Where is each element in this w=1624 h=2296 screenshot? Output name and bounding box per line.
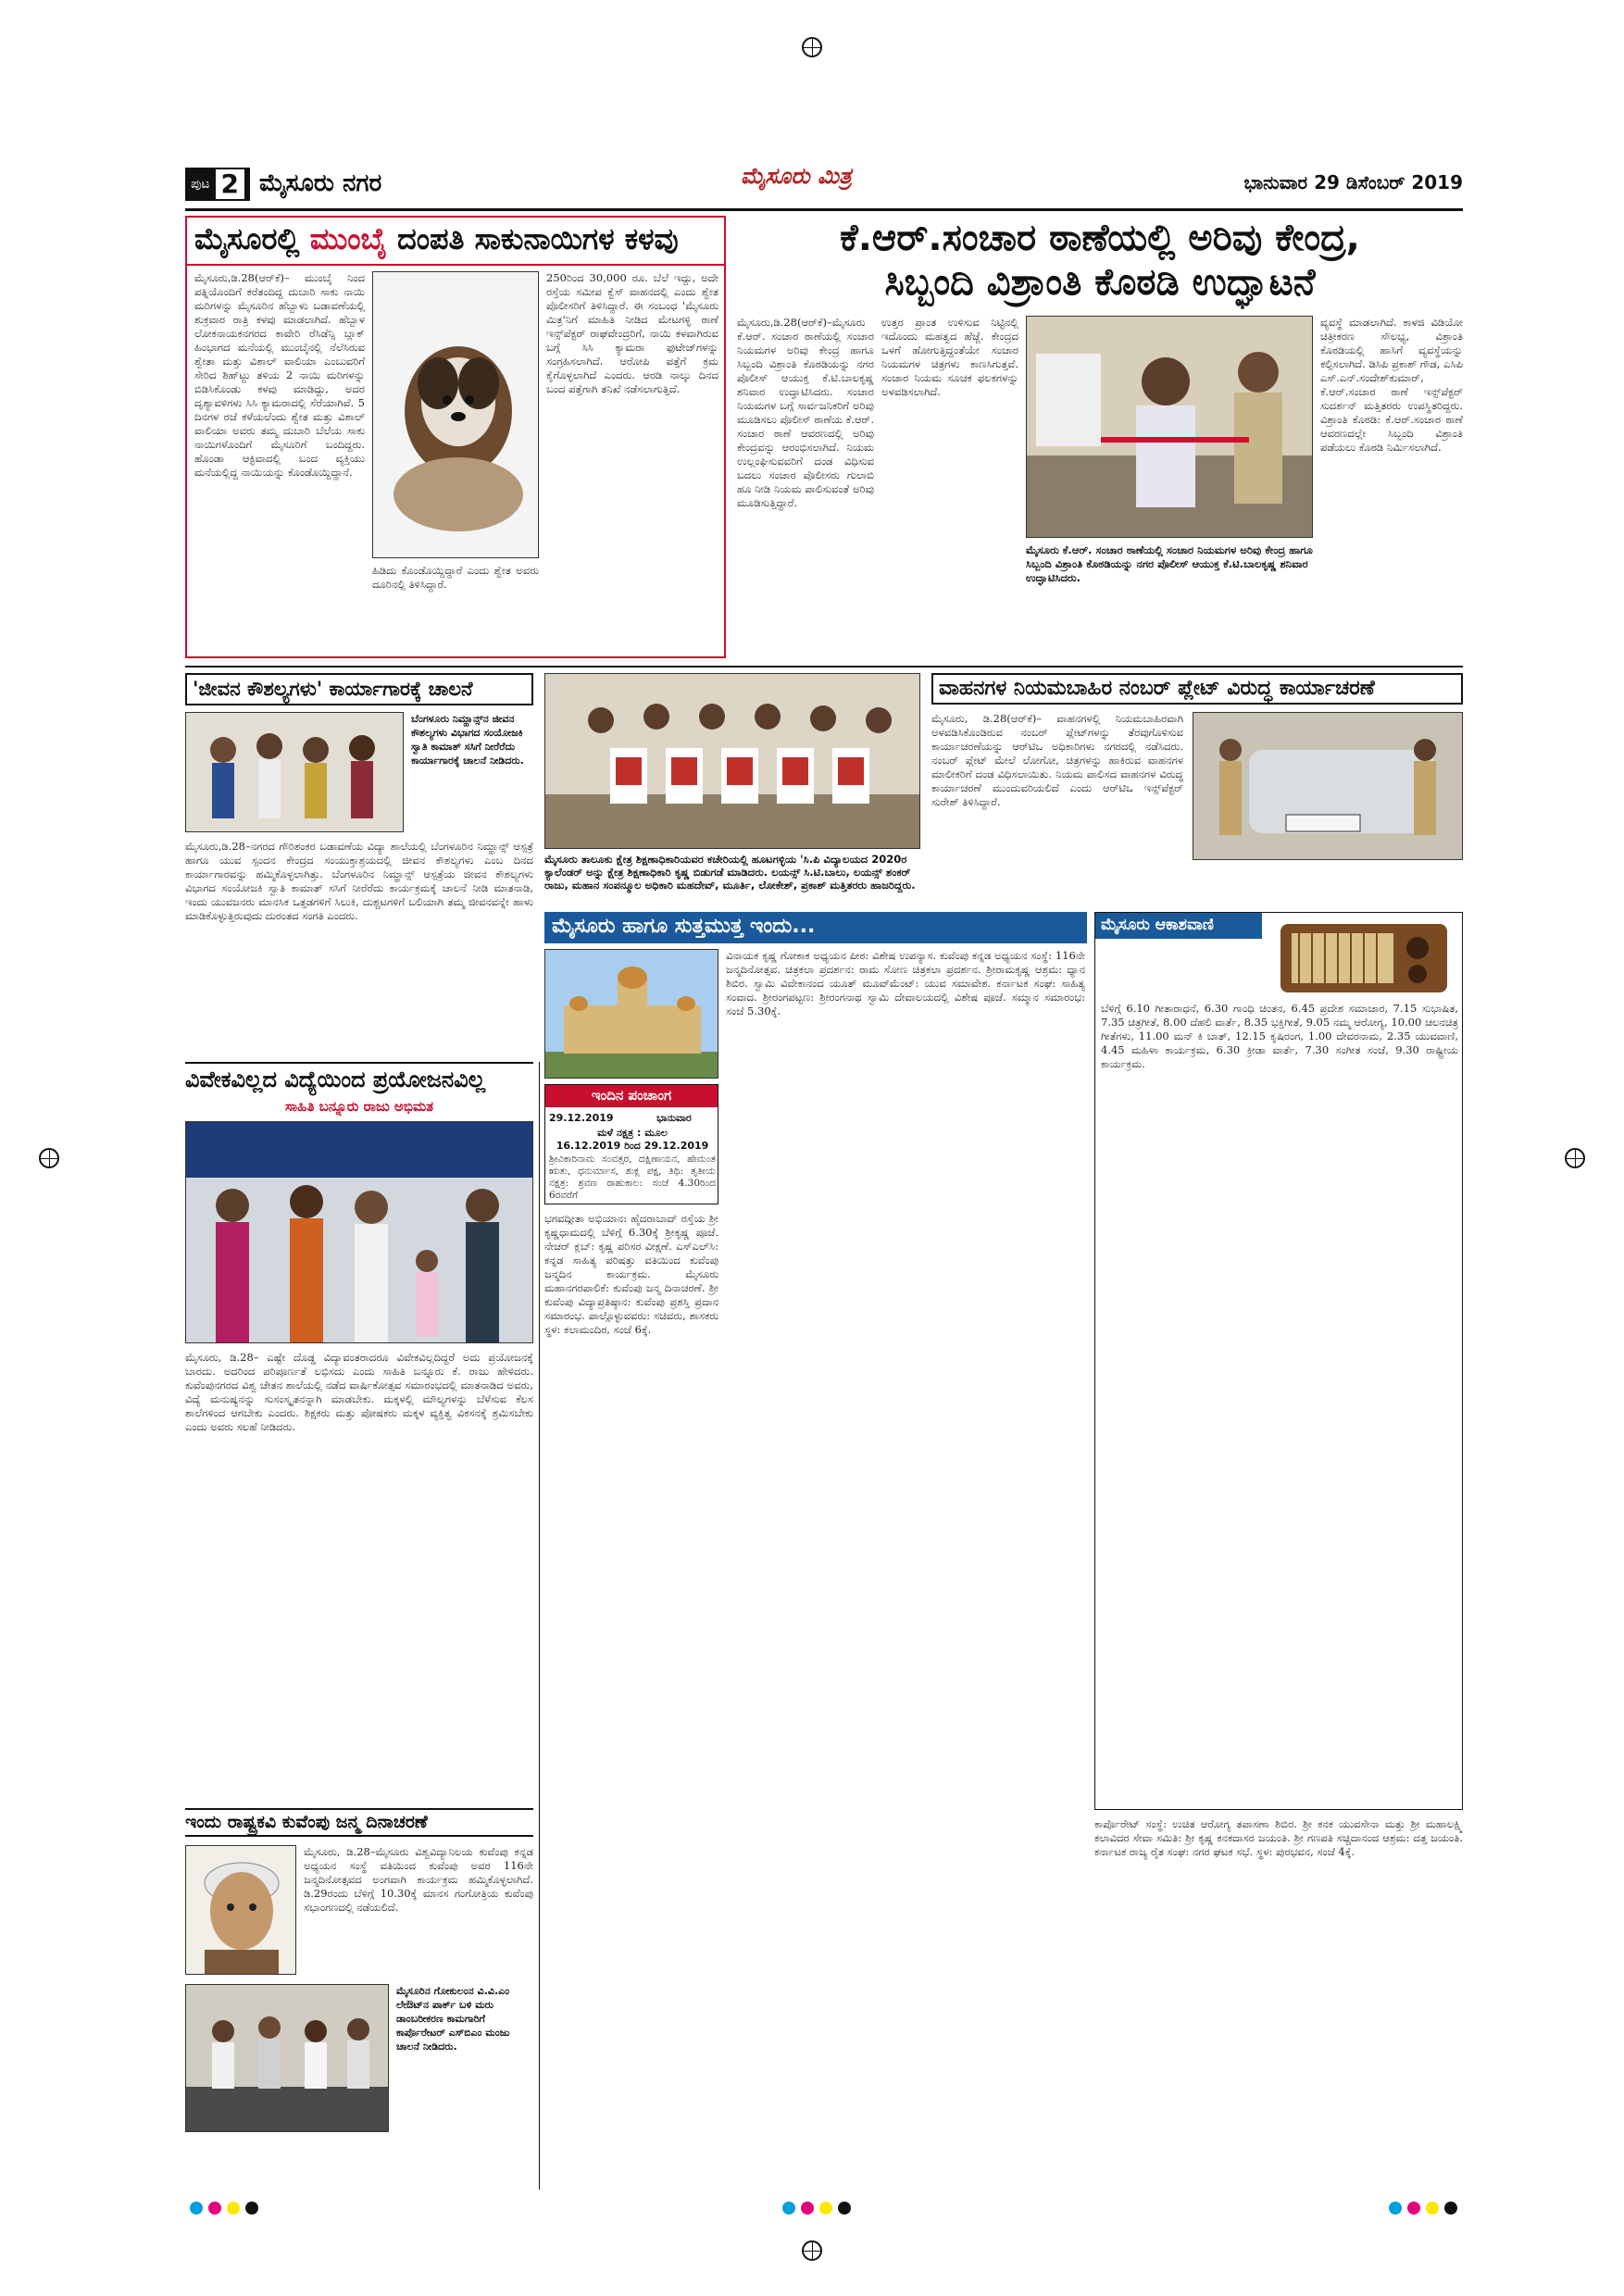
story-traffic <box>737 216 1463 658</box>
story-kuvempu-body: ಮೈಸೂರು, ಡಿ.28–ಮೈಸೂರು ವಿಶ್ವವಿದ್ಯಾನಿಲಯ ಕುವೆಂಪು ಕನ್ನಡ ಅಧ್ಯಯನ ಸಂಸ್ಥೆ ವತಿಯಿಂದ ಕುವೆಂಪು ಅವರ 116ನೇ ಜನ್ಮದಿನೋತ್ಸವದ ಅಂಗವಾಗಿ ಕಾರ್ಯಕ್ರಮ ಹಮ್ಮಿಕೊಳ್ಳಲಾಗಿದೆ. ಡಿ.29ರಂದು ಬೆಳಿಗ್ಗೆ 10.30ಕ್ಕೆ ಮಾನಸ ಗಂಗೋತ್ರಿಯ ಕುವೆಂಪು ಸಭಾಂಗಣದಲ್ಲಿ ನಡೆಯಲಿದೆ. <box>304 1845 533 1914</box>
dogs-photo <box>372 271 539 558</box>
story-dogs-headline: ಮೈಸೂರಲ್ಲಿ ಮುಂಬೈ ದಂಪತಿ ಸಾಕುನಾಯಿಗಳ ಕಳವು <box>194 221 679 256</box>
dogs-photo-caption: ಹಿಡಿದು ಕೊಂಡೊಯ್ದಿದ್ದಾರೆ ಎಂದು ಶ್ವೇತ ಅವರು ದೂರಿನಲ್ಲಿ ತಿಳಿಸಿದ್ದಾರೆ. <box>372 564 539 591</box>
today-col-c: ಕಾರ್ಪೊರೇಟ್ ಸಂಸ್ಥೆ: ಉಚಿತ ಆರೋಗ್ಯ ತಪಾಸಣಾ ಶಿಬಿರ. ಶ್ರೀ ಕನಕ ಯುವಸೇನಾ ಮತ್ತು ಶ್ರೀ ಮಹಾಲಕ್ಷ್ಮಿ ಕಲಾವಿದರ ಸೇವಾ ಸಮಿತಿ: ಶ್ರೀ ಕೃಷ್ಣ ಕನಕದಾಸರ ಜಯಂತಿ. ಶ್ರೀ ಗಣಪತಿ ಸಚ್ಚಿದಾನಂದ ಆಶ್ರಮ: ದತ್ತ ಜಯಂತಿ. ಕರ್ನಾಟಕ ರಾಜ್ಯ ರೈತ ಸಂಘ: ನಗರ ಘಟಕ ಸಭೆ. ಸ್ಥಳ: ಪುರಭವನ, ಸಂಜೆ 4ಕ್ಕೆ. <box>1094 1817 1463 1858</box>
story-kuvempu-headline: ಇಂದು ರಾಷ್ಟ್ರಕವಿ ಕುವೆಂಪು ಜನ್ಮ ದಿನಾಚರಣೆ <box>185 1808 533 1837</box>
traffic-photo <box>1026 316 1313 538</box>
story-dogs <box>185 216 726 658</box>
newspaper-page <box>185 162 1463 2190</box>
page-number: 2 <box>216 169 244 199</box>
headline-rule <box>187 264 724 266</box>
story-vivek-headline: ವಿವೇಕವಿಲ್ಲದ ವಿದ್ಯೆಯಿಂದ ಪ್ರಯೋಜನವಿಲ್ಲ <box>185 1067 486 1092</box>
registration-mark-left <box>39 1148 59 1168</box>
life-skills-photo <box>185 712 404 832</box>
page-number-box <box>185 168 250 201</box>
palace-photo <box>544 949 718 1079</box>
story-dogs-col3: 250ರಿಂದ 30,000 ರೂ. ಬೆಲೆ ಇದ್ದು, ಅದೇ ರಸ್ತೆಯ ಸಮೀಪ ಕ್ವೆಸ್ ವಾಹನದಲ್ಲಿ ಎಂದು ಶ್ವೇತ ಪೊಲೀಸರಿಗೆ ತಿಳಿಸಿದ್ದಾರೆ. ಈ ಸಂಬಂಧ 'ಮೈಸೂರು ಮಿತ್ರ'ನಿಗೆ ಮಾಹಿತಿ ನೀಡಿದ ಮೇಟಗಳ್ಳಿ ಠಾಣೆ ಇನ್ಸ್‌ಪೆಕ್ಟರ್ ರಾಘವೇಂದ್ರರಿಗೆ, ನಾಯಿ ಕಳವಾಗಿರುವ ಬಗ್ಗೆ ಸಿಸಿ ಕ್ಯಾಮರಾ ಫುಟೇಜ್‌ಗಳನ್ನು ಸಂಗ್ರಹಿಸಲಾಗಿದೆ. ಆರೋಪಿ ಪತ್ತೆಗೆ ಕ್ರಮ ಕೈಗೊಳ್ಳಲಾಗಿದೆ ಎಂದರು. ಆರಡಿ ನಾಲ್ಕು ದಿನದ ಬಂದ ಪತ್ತೆಗಾಗಿ ತನಿಖೆ ನಡೆಸಲಾಗುತ್ತಿದೆ. <box>546 271 718 395</box>
story-today <box>544 912 1463 2190</box>
radio-body: ಬೆಳಿಗ್ಗೆ 6.10 ಗೀತಾರಾಧನೆ, 6.30 ಗಾಂಧಿ ಚಿಂತನ, 6.45 ಪ್ರದೇಶ ಸಮಾಚಾರ, 7.15 ಸುಭಾಷಿತ, 7.35 ಚಿತ್ರಗೀತೆ, 8.00 ದೆಹಲಿ ವಾರ್ತೆ, 8.35 ಭಕ್ತಿಗೀತೆ, 9.05 ನಮ್ಮ ಆರೋಗ್ಯ, 10.00 ಚಲನಚಿತ್ರ ಗೀತೆಗಳು, 11.00 ಮನ್ ಕಿ ಬಾತ್, 12.15 ಕೃಷಿರಂಗ, 1.00 ದೇವರನಾಮ, 2.35 ಯುವವಾಣಿ, 4.45 ಮಹಿಳಾ ಕಾರ್ಯಕ್ರಮ, 6.30 ಕ್ರೀಡಾ ವಾರ್ತೆ, 7.30 ಸಂಗೀತ ಸಂಜೆ, 9.30 ರಾಷ್ಟ್ರೀಯ ಕಾರ್ಯಕ್ರಮ. <box>1101 1002 1458 1070</box>
life-skills-photo-caption: ಬೆಂಗಳೂರು ನಿಮ್ಹಾನ್ಸ್‌ನ ಜೀವನ ಕೌಶಲ್ಯಗಳು ವಿಭಾಗದ ಸಂಯೋಜಕಿ ಸ್ವಾತಿ ಕಾಮಾತ್ ಸಸಿಗೆ ನೀರೆರೆದು ಕಾರ್ಯಾಗಾರಕ್ಕೆ ಚಾಲನೆ ನೀಡಿದರು. <box>411 713 524 767</box>
story-dogs-col1: ಮೈಸೂರು,ಡಿ.28(ಆರ್‌ಕೆ)– ಮುಂಬೈ ನಿಂದ ಪತ್ನಿಯೊಂದಿಗೆ ಕರೆತಂದಿದ್ದ ದುಬಾರಿ ಸಾಕು ನಾಯಿ ಮರಿಗಳನ್ನು ಮೈಸೂರಿನ ಹೆಬ್ಬಾಳು ಬಡಾವಣೆಯಲ್ಲಿ ಶುಕ್ರವಾರ ರಾತ್ರಿ ಕಳವು ಮಾಡಲಾಗಿದೆ. ಹೆಬ್ಬಾಳ ಲೋಕನಾಯಕನಗರದ ಕಾವೇರಿ ರೆಸಿಡೆನ್ಸಿ ಬ್ಲಾಕ್ ಹಿಂಭಾಗದ ಮನೆಯಲ್ಲಿ ಮುಂಬೈನಲ್ಲಿ ನೆಲೆಸಿರುವ ಶ್ವೇತಾ ಮತ್ತು ವಿಶಾಲ್ ವಾಲಿಯಾ ಎಂಬುವರಿಗೆ ಸೇರಿದ ಶಿಹ್‌ಟ್ಜು ತಳಿಯ 2 ನಾಯಿ ಮರಿಗಳನ್ನು ಬಿಡಿಸಿಕೊಂಡು ಕಳವು ಮಾಡಿದ್ದು, ಅದರ ದೃಶ್ಯಾವಳಿಗಳು ಸಿಸಿ ಕ್ಯಾಮರಾದಲ್ಲಿ ಸೆರೆಯಾಗಿವೆ. 5 ದಿನಗಳ ರಜೆ ಕಳೆಯಲೆಂದು ಶ್ವೇತ ಮತ್ತು ವಿಶಾಲ್ ವಾಲಿಯಾ ಅವರು ತಮ್ಮ ದುಬಾರಿ ಬೆಲೆಯ ಸಾಕು ನಾಯಿಗಳೊಂದಿಗೆ ಮೈಸೂರಿಗೆ ಬಂದಿದ್ದರು. ಹೊಂಡಾ ಆಕ್ಟಿವಾದಲ್ಲಿ ಬಂದ ವ್ಯಕ್ತಿಯು ಮನೆಯಲ್ಲಿದ್ದ ನಾಯಿಯನ್ನು ಕೊಂಡೊಯ್ದಿದ್ದಾನೆ. <box>194 271 365 479</box>
registration-mark-right <box>1565 1148 1585 1168</box>
story-traffic-col4: ವ್ಯವಸ್ಥೆ ಮಾಡಲಾಗಿದೆ. ಕಾಳಜಿ ವಿಡಿಯೋ ಚಿತ್ರೀಕರಣ ಸೌಲಭ್ಯ, ವಿಶ್ರಾಂತಿ ಕೊಠಡಿಯಲ್ಲಿ ಹಾಸಿಗೆ ವ್ಯವಸ್ಥೆಯನ್ನು ಕಲ್ಪಿಸಲಾಗಿದೆ. ಡಿಸಿಪಿ ಪ್ರಕಾಶ್ ಗೌಡ, ಎಸಿಪಿ ಎಸ್.ಎನ್.ಸಂದೇಶ್‌ಕುಮಾರ್, ಕೆ.ಆರ್.ಸಂಚಾರ ಠಾಣೆ ಇನ್ಸ್‌ಪೆಕ್ಟರ್ ಸುದರ್ಶನ್ ಮತ್ತಿತರರು ಉಪಸ್ಥಿತರಿದ್ದರು. ವಿಶ್ರಾಂತಿ ಕೊಠಡಿ: ಕೆ.ಆರ್.ಸಂಚಾರ ಠಾಣೆ ಆವರಣದಲ್ಲೇ ಸಿಬ್ಬಂದಿ ವಿಶ್ರಾಂತಿ ಪಡೆಯಲು ಕೊಠಡಿ ನಿರ್ಮಿಸಲಾಗಿದೆ. <box>1320 316 1463 454</box>
story-life-skills-body: ಮೈಸೂರು,ಡಿ.28–ನಗರದ ಗೌರಿಶಂಕರ ಬಡಾವಣೆಯ ವಿದ್ಯಾ ಶಾಲೆಯಲ್ಲಿ ಬೆಂಗಳೂರಿನ ನಿಮ್ಹಾನ್ಸ್ ಆಸ್ಪತ್ರೆ ಹಾಗೂ ಯುವ ಸ್ಪಂದನ ಕೇಂದ್ರದ ಸಂಯುಕ್ತಾಶ್ರಯದಲ್ಲಿ ಜೀವನ ಕೌಶಲ್ಯಗಳು ಎಂಬ ದಿನದ ಕಾರ್ಯಾಗಾರವನ್ನು ಹಮ್ಮಿಕೊಳ್ಳಲಾಗಿತ್ತು. ಬೆಂಗಳೂರಿನ ನಿಮ್ಹಾನ್ಸ್ ಆಸ್ಪತ್ರೆಯ ಜೀವನ ಕೌಶಲ್ಯಗಳು ವಿಭಾಗದ ಸಂಯೋಜಕಿ ಸ್ವಾತಿ ಕಾಮಾತ್ ಸಸಿಗೆ ನೀರೆರೆದು ಕಾರ್ಯಕ್ರಮಕ್ಕೆ ಚಾಲನೆ ನೀಡಿ ಮಾತನಾಡಿ, ಇಂದು ಯುವಜನರು ಮಾನಸಿಕ ಒತ್ತಡಗಳಿಗೆ ಸಿಲುಕಿ, ದುಶ್ಚಟಗಳಿಗೆ ಬಲಿಯಾಗಿ ತಮ್ಮ ಜೀವನವನ್ನೇ ಹಾಳು ಮಾಡಿಕೊಳ್ಳುತ್ತಿರುವುದು ದುರಂತದ ಸಂಗತಿ ಎಂದರು. <box>185 840 533 922</box>
story-life-skills-headline: 'ಜೀವನ ಕೌಶಲ್ಯಗಳು' ಕಾರ್ಯಾಗಾರಕ್ಕೆ ಚಾಲನೆ <box>185 673 533 705</box>
today-col-a: ಭಗವದ್ಗೀತಾ ಅಭಿಯಾನ: ಹೈದರಾಬಾದ್ ರಸ್ತೆಯ ಶ್ರೀ ಕೃಷ್ಣಧಾಮದಲ್ಲಿ ಬೆಳಿಗ್ಗೆ 6.30ಕ್ಕೆ ಶ್ರೀಕೃಷ್ಣ ಪೂಜೆ. ನೇಚರ್ ಕ್ಲಬ್: ಕೃಷ್ಣ ಪರಿಸರ ವೀಕ್ಷಣೆ. ಎಸ್‌ಎಲ್‌ಸಿ: ಕನ್ನಡ ಸಾಹಿತ್ಯ ಪರಿಷತ್ತು ವತಿಯಿಂದ ಕುವೆಂಪು ಜನ್ಮದಿನ ಕಾರ್ಯಕ್ರಮ. ಮೈಸೂರು ಮಹಾನಗರಪಾಲಿಕೆ: ಕುವೆಂಪು ಜನ್ಮ ದಿನಾಚರಣೆ. ಶ್ರೀ ಕುವೆಂಪು ವಿದ್ಯಾಪ್ರತಿಷ್ಠಾನ: ಕುವೆಂಪು ಪ್ರಶಸ್ತಿ ಪ್ರದಾನ ಸಮಾರಂಭ. ಪಾಲ್ಗೊಳ್ಳುವವರು: ಸಚಿವರು, ಶಾಸಕರು ಸ್ಥಳ: ಕಲಾಮಂದಿರ, ಸಂಜೆ 6ಕ್ಕೆ. <box>544 1212 718 1336</box>
row-rule-1 <box>185 666 1463 668</box>
story-traffic-col2: ಉತ್ತರ ಪ್ರಾಂತ ಉಳಿಸುವ ನಿಟ್ಟಿನಲ್ಲಿ ಇದೊಂದು ಮಹತ್ವದ ಹೆಜ್ಜೆ. ಕೇಂದ್ರದ ಒಳಗೆ ಹೋಗುತ್ತಿದ್ದಂತೆಯೇ ಸಂಚಾರ ನಿಯಮಗಳ ಚಿತ್ರಗಳು ಕಾಣಸಿಗುತ್ತವೆ. ಸಂಚಾರ ನಿಯಮ ಸೂಚಕ ಫಲಕಗಳನ್ನು ಅಳವಡಿಸಲಾಗಿದೆ. <box>881 316 1018 398</box>
story-kuvempu <box>185 1808 533 2190</box>
story-today-headline: ಮೈಸೂರು ಹಾಗೂ ಸುತ್ತಮುತ್ತ ಇಂದು... <box>544 912 1087 943</box>
masthead: ಮೈಸೂರು ಮಿತ್ರ <box>741 162 852 189</box>
road-work-photo <box>185 1984 389 2132</box>
panchanga-body: ಶ್ರೀವಿಕಾರಿನಾಮ ಸಂವತ್ಸರ, ದಕ್ಷಿಣಾಯನ, ಹೇಮಂತ ಋತು, ಧನುರ್ಮಾಸ, ಶುಕ್ಲ ಪಕ್ಷ, ತಿಥಿ: ತೃತೀಯ ನಕ್ಷತ್ರ: ಶ್ರವಣ ರಾಹುಕಾಲ: ಸಂಜೆ 4.30ರಿಂದ 6ರವರೆಗೆ <box>549 1154 716 1201</box>
panchanga-box <box>544 1084 718 1204</box>
vivek-photo <box>185 1121 533 1343</box>
story-vivek <box>185 1062 533 1801</box>
section-title: ಮೈಸೂರು ನಗರ <box>259 169 382 197</box>
calendar-photo-caption: ಮೈಸೂರು ತಾಲೂಕು ಕ್ಷೇತ್ರ ಶಿಕ್ಷಣಾಧಿಕಾರಿಯವರ ಕಚೇರಿಯಲ್ಲಿ ಹೂಟಗಳ್ಳಿಯ 'ಸಿ.ಪಿ ವಿದ್ಯಾಲಯದ 2020ರ ಕ್ಯಾಲೆಂಡರ್ ಅನ್ನು ಕ್ಷೇತ್ರ ಶಿಕ್ಷಣಾಧಿಕಾರಿ ಕೃಷ್ಣ ಬಿಡುಗಡೆ ಮಾಡಿದರು. ಲಯನ್ಸ್ ಸಿ.ಟಿ.ಬಾಲು, ಲಯನ್ಸ್ ಶಂಕರ್ ರಾಜು, ಮಹಾನ ಸಂಪನ್ಮೂಲ ಅಧಿಕಾರಿ ಮಹದೇವ್, ಮೂರ್ತಿ, ಲೋಕೇಶ್, ಪ್ರಕಾಶ್ ಮತ್ತಿತರರು ಹಾಜರಿದ್ದರು. <box>544 853 916 892</box>
panchanga-day: ಭಾನುವಾರ <box>656 1112 692 1124</box>
registration-mark-bottom <box>802 2240 822 2261</box>
panchanga-date: 29.12.2019 <box>549 1112 614 1124</box>
story-vivek-subhead: ಸಾಹಿತಿ ಬನ್ನೂರು ರಾಜು ಅಭಿಮತ <box>284 1098 434 1115</box>
page-label: ಪುಟ <box>190 177 210 192</box>
header-rule <box>185 208 1463 211</box>
story-plates-body: ಮೈಸೂರು, ಡಿ.28(ಆರ್‌ಕೆ)– ವಾಹನಗಳಲ್ಲಿ ನಿಯಮಬಾಹಿರವಾಗಿ ಅಳವಡಿಸಿಕೊಂಡಿರುವ ನಂಬರ್ ಪ್ಲೇಟ್‌ಗಳನ್ನು ತೆರವುಗೊಳಿಸುವ ಕಾರ್ಯಾಚರಣೆಯನ್ನು ಆರ್‌ಟಿಒ ಅಧಿಕಾರಿಗಳು ನಗರದಲ್ಲಿ ನಡೆಸಿದರು. ನಂಬರ್ ಪ್ಲೇಟ್ ಮೇಲೆ ಲೋಗೋ, ಚಿತ್ರಗಳನ್ನು ಹಾಕಿರುವ ವಾಹನಗಳ ಮಾಲೀಕರಿಗೆ ದಂಡ ವಿಧಿಸಲಾಯಿತು. ನಿಯಮ ಪಾಲಿಸದ ವಾಹನಗಳ ವಿರುದ್ಧ ಕಾರ್ಯಾಚರಣೆ ಮುಂದುವರಿಯಲಿದೆ ಎಂದು ಆರ್‌ಟಿಒ ಇನ್ಸ್‌ಪೆಕ್ಟರ್ ಸುರೇಶ್ ತಿಳಿಸಿದ್ದಾರೆ. <box>931 712 1183 808</box>
story-traffic-headline <box>737 216 1463 305</box>
story-traffic-headline-2: ಸಿಬ್ಬಂದಿ ವಿಶ್ರಾಂತಿ ಕೊಠಡಿ ಉದ್ಘಾಟನೆ <box>884 261 1316 304</box>
story-vivek-body: ಮೈಸೂರು, ಡಿ.28– ಎಷ್ಟೇ ದೊಡ್ಡ ವಿದ್ಯಾವಂತರಾದರೂ ವಿವೇಕವಿಲ್ಲದಿದ್ದರೆ ಅದು ಪ್ರಯೋಜನಕ್ಕೆ ಬಾರದು. ಅದರಿಂದ ಪರಿಪೂರ್ಣತೆ ಲಭಿಸದು ಎಂದು ಸಾಹಿತಿ ಬನ್ನೂರು ಕೆ. ರಾಜು ಹೇಳಿದರು. ಕುವೆಂಪುನಗರದ ವಿಶ್ವ ಚೇತನ ಶಾಲೆಯಲ್ಲಿ ನಡೆದ ವಾರ್ಷಿಕೋತ್ಸವ ಸಮಾರಂಭದಲ್ಲಿ ಮಾತನಾಡಿದ ಅವರು, ವಿದ್ಯೆ ಮನುಷ್ಯನನ್ನು ಸುಸಂಸ್ಕೃತನನ್ನಾಗಿ ಮಾಡಬೇಕು. ಮಕ್ಕಳಲ್ಲಿ ಮೌಲ್ಯಗಳನ್ನು ಬೆಳೆಸುವ ಕೆಲಸ ಶಾಲೆಗಳಿಂದ ಆಗಬೇಕು ಎಂದರು. ಶಿಕ್ಷಕರು ಮತ್ತು ಪೋಷಕರು ಮಕ್ಕಳ ವ್ಯಕ್ತಿತ್ವ ವಿಕಸನಕ್ಕೆ ಶ್ರಮಿಸಬೇಕು ಎಂದು ಅವರು ಸಲಹೆ ನೀಡಿದರು. <box>185 1351 533 1433</box>
vivek-top-rule <box>185 1062 533 1064</box>
story-life-skills <box>185 673 533 1054</box>
radio-title: ಮೈಸೂರು ಆಕಾಶವಾಣಿ <box>1095 913 1262 939</box>
calendar-photo <box>544 673 920 849</box>
story-plates-headline: ವಾಹನಗಳ ನಿಯಮಬಾಹಿರ ನಂಬರ್ ಪ್ಲೇಟ್ ವಿರುದ್ಧ ಕಾರ್ಯಾಚರಣೆ <box>931 673 1463 705</box>
radio-icon <box>1271 915 1456 998</box>
radio-box <box>1094 912 1463 1810</box>
story-plates <box>931 673 1463 905</box>
kuvempu-portrait <box>185 1845 296 1975</box>
registration-mark-top <box>802 37 822 57</box>
story-traffic-headline-1: ಕೆ.ಆರ್.ಸಂಚಾರ ಠಾಣೆಯಲ್ಲಿ ಅರಿವು ಕೇಂದ್ರ, <box>840 217 1360 259</box>
panchanga-title: ಇಂದಿನ ಪಂಚಾಂಗ <box>545 1085 718 1107</box>
today-col-b: ವಿನಾಯಕ ಕೃಷ್ಣ ಗೋಕಾಕ ಅಧ್ಯಯನ ಪೀಠ: ವಿಶೇಷ ಉಪನ್ಯಾಸ. ಕುವೆಂಪು ಕನ್ನಡ ಅಧ್ಯಯನ ಸಂಸ್ಥೆ: 116ನೇ ಜನ್ಮದಿನೋತ್ಸವ. ಚಿತ್ರಕಲಾ ಪ್ರದರ್ಶನ: ರಾಮ ಸೋಣ ಚಿತ್ರಕಲಾ ಪ್ರದರ್ಶನ. ಶ್ರೀರಾಮಕೃಷ್ಣ ಆಶ್ರಮ: ಧ್ಯಾನ ಶಿಬಿರ. ಸ್ವಾಮಿ ವಿವೇಕಾನಂದ ಯೂತ್ ಮೂವ್‌ಮೆಂಟ್: ಯುವ ಸಮಾವೇಶ. ಕರ್ನಾಟಕ ಸಂಘ: ಸಾಹಿತ್ಯ ಸಂವಾದ. ಶ್ರೀರಂಗಪಟ್ಟಣ: ಶ್ರೀರಂಗನಾಥ ಸ್ವಾಮಿ ದೇವಾಲಯದಲ್ಲಿ ವಿಶೇಷ ಪೂಜೆ. ಸಮ್ಮಾನ ಸಮಾರಂಭ: ಸಂಜೆ 5.30ಕ್ಕೆ. <box>726 949 1085 1017</box>
column-rule <box>539 1062 540 2190</box>
panchanga-nakshatra: ಮಳೆ ನಕ್ಷತ್ರ : ಮೂಲ <box>597 1127 668 1139</box>
page-header <box>185 162 1463 206</box>
issue-date: ಭಾನುವಾರ 29 ಡಿಸೆಂಬರ್ 2019 <box>1243 171 1463 193</box>
plates-photo <box>1193 712 1463 860</box>
story-traffic-col1: ಮೈಸೂರು,ಡಿ.28(ಆರ್‌ಕೆ)–ಮೈಸೂರು ಕೆ.ಆರ್. ಸಂಚಾರ ಠಾಣೆಯಲ್ಲಿ ಸಂಚಾರ ನಿಯಮಗಳ ಅರಿವು ಕೇಂದ್ರ ಹಾಗೂ ಸಿಬ್ಬಂದಿ ವಿಶ್ರಾಂತಿ ಕೊಠಡಿಯನ್ನು ನಗರ ಪೊಲೀಸ್ ಆಯುಕ್ತ ಕೆ.ಟಿ.ಬಾಲಕೃಷ್ಣ ಶನಿವಾರ ಉದ್ಘಾಟಿಸಿದರು. ಸಂಚಾರ ನಿಯಮಗಳ ಬಗ್ಗೆ ಸಾರ್ವಜನಿಕರಿಗೆ ಅರಿವು ಮೂಡಿಸಲು ಪೊಲೀಸ್ ಠಾಣೆಯ ಕೆ.ಆರ್. ಸಂಚಾರ ಠಾಣೆ ಆವರಣದಲ್ಲಿ ಅರಿವು ಕೇಂದ್ರವನ್ನು ಆರಂಭಿಸಲಾಗಿದೆ. ನಿಯಮ ಉಲ್ಲಂಘಿಸುವವರಿಗೆ ದಂಡ ವಿಧಿಸುವ ಬದಲು ಸಂಚಾರ ಪೊಲೀಸರು ಗುಲಾಬಿ ಹೂ ನೀಡಿ ನಿಯಮ ಪಾಲಿಸುವಂತೆ ಅರಿವು ಮೂಡಿಸುತ್ತಿದ್ದಾರೆ. <box>737 316 874 509</box>
panchanga-range: 16.12.2019 ರಿಂದ 29.12.2019 <box>556 1140 709 1152</box>
story-calendar <box>544 673 920 905</box>
traffic-photo-caption: ಮೈಸೂರು ಕೆ.ಆರ್. ಸಂಚಾರ ಠಾಣೆಯಲ್ಲಿ ಸಂಚಾರ ನಿಯಮಗಳ ಅರಿವು ಕೇಂದ್ರ ಹಾಗೂ ಸಿಬ್ಬಂದಿ ವಿಶ್ರಾಂತಿ ಕೊಠಡಿಯನ್ನು ನಗರ ಪೊಲೀಸ್ ಆಯುಕ್ತ ಕೆ.ಟಿ.ಬಾಲಕೃಷ್ಣ ಶನಿವಾರ ಉದ್ಘಾಟಿಸಿದರು. <box>1026 543 1313 584</box>
road-work-caption: ಮೈಸೂರಿನ ಗೋಕುಲಂನ ವಿ.ವಿ.ಎಂ ಲೇಔಟ್‌ನ ಪಾರ್ಕ್ ಬಳಿ ಮರು ಡಾಂಬರೀಕರಣ ಕಾಮಗಾರಿಗೆ ಕಾರ್ಪೊರೇಟರ್ ಎಸ್‌ಬಿಎಂ ಮಂಜು ಚಾಲನೆ ನೀಡಿದರು. <box>396 1985 510 2053</box>
